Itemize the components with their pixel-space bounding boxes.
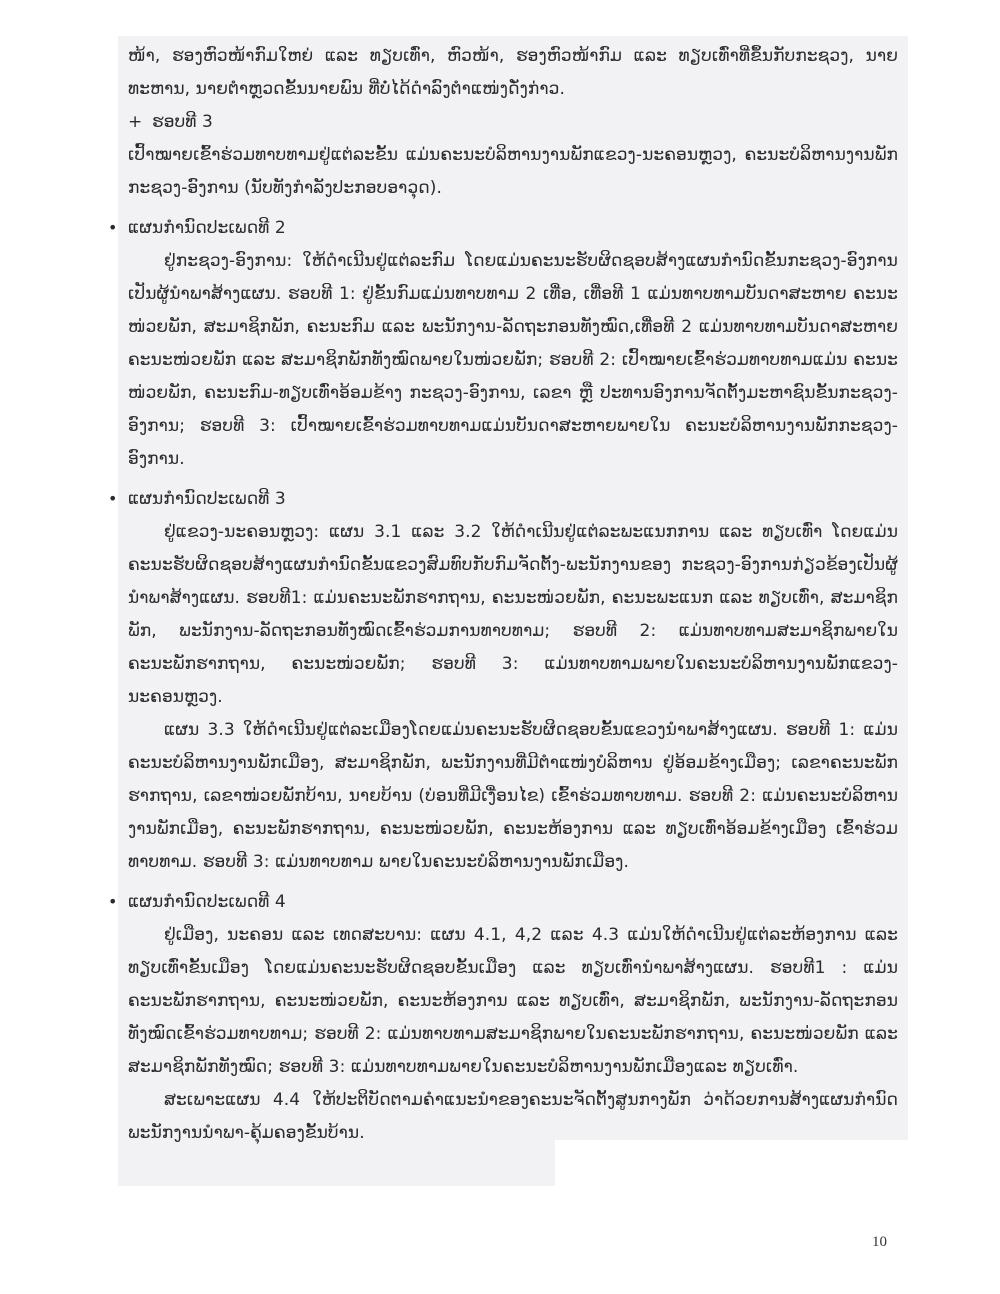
section-heading (108, 211, 898, 245)
section-paragraph: ຢູ່ແຂວງ-ນະຄອນຫຼວງ: ແຜນ 3.1 ແລະ 3.2 ໃຫ້ດໍາເນີນຢູ່ແຕ່ລະພະແນກການ ແລະ ທຽບເທົ່າ ໂດຍແມ່ນຄະນະຮັບຜິດຊອບສ້າງແຜນກໍານົດຂັ້ນແຂວງສົມທົບກັບກົມຈັດຕັ້ງ-ພະນັກງານຂອງ ກະຊວງ-ອົງການກ່ຽວຂ້ອງເປັນຜູ້ນໍາພາສ້າງແຜນ. ຮອບທີ1: ແມ່ນຄະນະພັກຮາກຖານ, ຄະນະໜ່ວຍພັກ, ຄະນະພະແນກ ແລະ ທຽບເທົ່າ, ສະມາຊິກພັກ, ພະນັກງານ-ລັດຖະກອນທັງໝົດເຂົ້າຮ່ວມການທາບທາມ; ຮອບທີ 2: ແມ່ນທາບທາມສະມາຊິກພາຍໃນຄະນະພັກຮາກຖານ, ຄະນະໜ່ວຍພັກ; ຮອບທີ 3: ແມ່ນທາບທາມພາຍໃນຄະນະບໍລິຫານງານພັກແຂວງ-ນະຄອນຫຼວງ. (128, 522, 898, 707)
bullet-icon: • (108, 218, 118, 237)
round-3-heading-text: ຮອບທີ 3 (152, 112, 213, 132)
section-plan-type-2 (108, 211, 898, 476)
section-heading-text: ແຜນກໍານົດປະເພດທີ 3 (128, 489, 286, 509)
document-body (108, 40, 898, 1150)
intro-continuation-paragraph: ໜ້າ, ຮອງຫົວໜ້າກົມໃຫຍ່ ແລະ ທຽບເທົ່າ, ຫົວໜ້າ, ຮອງຫົວໜ້າກົມ ແລະ ທຽບເທົ່າທີ່ຂຶ້ນກັບກະຊວງ, ນາຍທະຫານ, ນາຍຕໍາຫຼວດຂັ້ນນາຍພົນ ທີ່ບໍ່ໄດ້ດໍາລົງຕໍາແໜ່ງດັ່ງກ່າວ. (128, 46, 898, 99)
bullet-icon: • (108, 489, 118, 508)
page-number: 10 (872, 1234, 887, 1250)
section-heading (108, 885, 898, 919)
section-paragraph: ສະເພາະແຜນ 4.4 ໃຫ້ປະຕິບັດຕາມຄໍາແນະນໍາຂອງຄະນະຈັດຕັ້ງສູນກາງພັກ ວ່າດ້ວຍການສ້າງແຜນກໍານົດພະນັກງານນໍາພາ-ຄຸ້ມຄອງຂັ້ນບ້ານ. (128, 1090, 898, 1143)
section-paragraph: ແຜນ 3.3 ໃຫ້ດໍາເນີນຢູ່ແຕ່ລະເມືອງໂດຍແມ່ນຄະນະຮັບຜິດຊອບຂັ້ນແຂວງນໍາພາສ້າງແຜນ. ຮອບທີ 1: ແມ່ນຄະນະບໍລິຫານງານພັກເມືອງ, ສະມາຊິກພັກ, ພະນັກງານທີ່ມີຕໍາແໜ່ງບໍລິຫານ ຢູ່ອ້ອມຂ້າງເມືອງ; ເລຂາຄະນະພັກຮາກຖານ, ເລຂາໜ່ວຍພັກບ້ານ, ນາຍບ້ານ (ບ່ອນທີ່ມີເງື່ອນໄຂ) ເຂົ້າຮ່ວມທາບທາມ. ຮອບທີ 2: ແມ່ນຄະນະບໍລິຫານງານພັກເມືອງ, ຄະນະພັກຮາກຖານ, ຄະນະໜ່ວຍພັກ, ຄະນະຫ້ອງການ ແລະ ທຽບເທົ່າອ້ອມຂ້າງເມືອງ ເຂົ້າຮ່ວມທາບທາມ. ຮອບທີ 3: ແມ່ນທາບທາມ ພາຍໃນຄະນະບໍລິຫານງານພັກເມືອງ. (128, 720, 898, 872)
section-paragraph: ຢູ່ເມືອງ, ນະຄອນ ແລະ ເທດສະບານ: ແຜນ 4.1, 4,2 ແລະ 4.3 ແມ່ນໃຫ້ດໍາເນີນຢູ່ແຕ່ລະຫ້ອງການ ແລະ ທຽບເທົ່າຂັ້ນເມືອງ ໂດຍແມ່ນຄະນະຮັບຜິດຊອບຂັ້ນເມືອງ ແລະ ທຽບເທົ່ານໍາພາສ້າງແຜນ. ຮອບທີ1 : ແມ່ນຄະນະພັກຮາກຖານ, ຄະນະໜ່ວຍພັກ, ຄະນະຫ້ອງການ ແລະ ທຽບເທົ່າ, ສະມາຊິກພັກ, ພະນັກງານ-ລັດຖະກອນທັງໝົດເຂົ້າຮ່ວມທາບທາມ; ຮອບທີ 2: ແມ່ນທາບທາມສະມາຊິກພາຍໃນຄະນະພັກຮາກຖານ, ຄະນະໜ່ວຍພັກ ແລະ ສະມາຊິກພັກທັງໝົດ; ຮອບທີ 3: ແມ່ນທາບທາມພາຍໃນຄະນະບໍລິຫານງານພັກເມືອງແລະ ທຽບເທົ່າ. (128, 925, 898, 1077)
section-heading (108, 482, 898, 516)
section-plan-type-3 (108, 482, 898, 879)
round-3-paragraph: ເປົ້າໝາຍເຂົ້າຮ່ວມທາບທາມຢູ່ແຕ່ລະຂັ້ນ ແມ່ນຄະນະບໍລິຫານງານພັກແຂວງ-ນະຄອນຫຼວງ, ຄະນະບໍລິຫານງານພັກກະຊວງ-ອົງການ (ນັບທັງກໍາລັງປະກອບອາວຸດ). (128, 145, 898, 198)
round-3-heading (128, 106, 898, 139)
plus-marker: + (128, 112, 143, 132)
section-plan-type-4 (108, 885, 898, 1150)
section-paragraph: ຢູ່ກະຊວງ-ອົງການ: ໃຫ້ດໍາເນີນຢູ່ແຕ່ລະກົມ ໂດຍແມ່ນຄະນະຮັບຜິດຊອບສ້າງແຜນກໍານົດຂັ້ນກະຊວງ-ອົງການເປັນຜູ້ນໍາພາສ້າງແຜນ. ຮອບທີ 1: ຢູ່ຂັ້ນກົມແມ່ນທາບທາມ 2 ເທື່ອ, ເທື່ອທີ 1 ແມ່ນທາບທາມບັນດາສະຫາຍ ຄະນະໜ່ວຍພັກ, ສະມາຊິກພັກ, ຄະນະກົມ ແລະ ພະນັກງານ-ລັດຖະກອນທັງໝົດ,ເທື່ອທີ 2 ແມ່ນທາບທາມບັນດາສະຫາຍ ຄະນະໜ່ວຍພັກ ແລະ ສະມາຊິກພັກທັງໝົດພາຍໃນໜ່ວຍພັກ; ຮອບທີ 2: ເປົ້າໝາຍເຂົ້າຮ່ວມທາບທາມແມ່ນ ຄະນະໜ່ວຍພັກ, ຄະນະກົມ-ທຽບເທົ່າອ້ອມຂ້າງ ກະຊວງ-ອົງການ, ເລຂາ ຫຼື ປະທານອົງການຈັດຕັ້ງມະຫາຊົນຂັ້ນກະຊວງ-ອົງການ; ຮອບທີ 3: ເປົ້າໝາຍເຂົ້າຮ່ວມທາບທາມແມ່ນບັນດາສະຫາຍພາຍໃນ ຄະນະບໍລິຫານງານພັກກະຊວງ-ອົງການ. (128, 251, 898, 469)
bullet-icon: • (108, 892, 118, 911)
section-heading-text: ແຜນກໍານົດປະເພດທີ 2 (128, 218, 286, 238)
section-heading-text: ແຜນກໍານົດປະເພດທີ 4 (128, 892, 286, 912)
